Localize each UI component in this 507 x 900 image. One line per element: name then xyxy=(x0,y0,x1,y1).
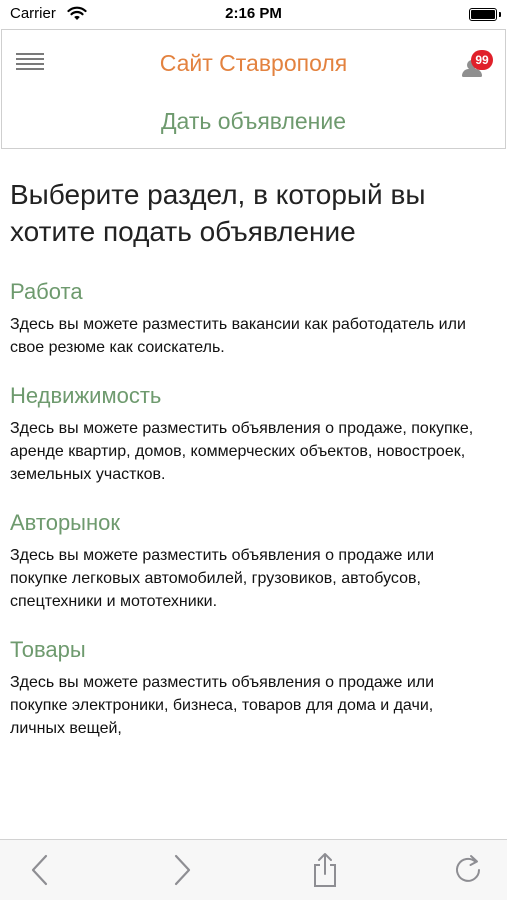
user-profile-button[interactable] xyxy=(457,50,493,80)
site-title[interactable]: Сайт Ставрополя xyxy=(159,50,348,76)
section-title[interactable]: Работа xyxy=(10,279,83,304)
section-goods[interactable] xyxy=(10,636,490,740)
notification-badge: 99 xyxy=(471,50,493,70)
browser-toolbar xyxy=(0,839,507,900)
section-title[interactable]: Товары xyxy=(10,637,86,662)
section-description: Здесь вы можете разместить вакансии как работодатель или свое резюме как соискатель. xyxy=(10,316,466,356)
clock: 2:16 PM xyxy=(225,5,282,22)
reload-icon[interactable] xyxy=(448,852,488,888)
section-description: Здесь вы можете разместить объявления о продаже или покупке электроники, бизнеса, товаров для дома и дачи, личных вещей, xyxy=(10,674,435,737)
carrier-label: Carrier xyxy=(10,5,56,22)
section-auto[interactable] xyxy=(10,509,490,613)
status-bar xyxy=(0,0,507,30)
page-heading: Выберите раздел, в который вы хотите подать объявление xyxy=(10,179,426,247)
section-real-estate[interactable] xyxy=(10,382,490,486)
section-jobs[interactable] xyxy=(10,278,490,359)
site-header xyxy=(1,29,506,149)
post-ad-link[interactable]: Дать объявление xyxy=(160,108,347,134)
section-description: Здесь вы можете разместить объявления о продаже или покупке легковых автомобилей, грузовиков, автобусов, спецтехники и мототехники. xyxy=(10,547,435,610)
section-description: Здесь вы можете разместить объявления о продаже, покупке, аренде квартир, домов, коммерческих объектов, новострoек, земельных участков. xyxy=(10,420,474,483)
battery-icon xyxy=(469,8,497,21)
section-title[interactable]: Недвижимость xyxy=(10,383,162,408)
section-title[interactable]: Авторынок xyxy=(10,510,120,535)
share-icon[interactable] xyxy=(305,852,345,888)
forward-icon[interactable] xyxy=(162,852,202,888)
back-icon[interactable] xyxy=(20,852,60,888)
main-content xyxy=(10,176,490,740)
